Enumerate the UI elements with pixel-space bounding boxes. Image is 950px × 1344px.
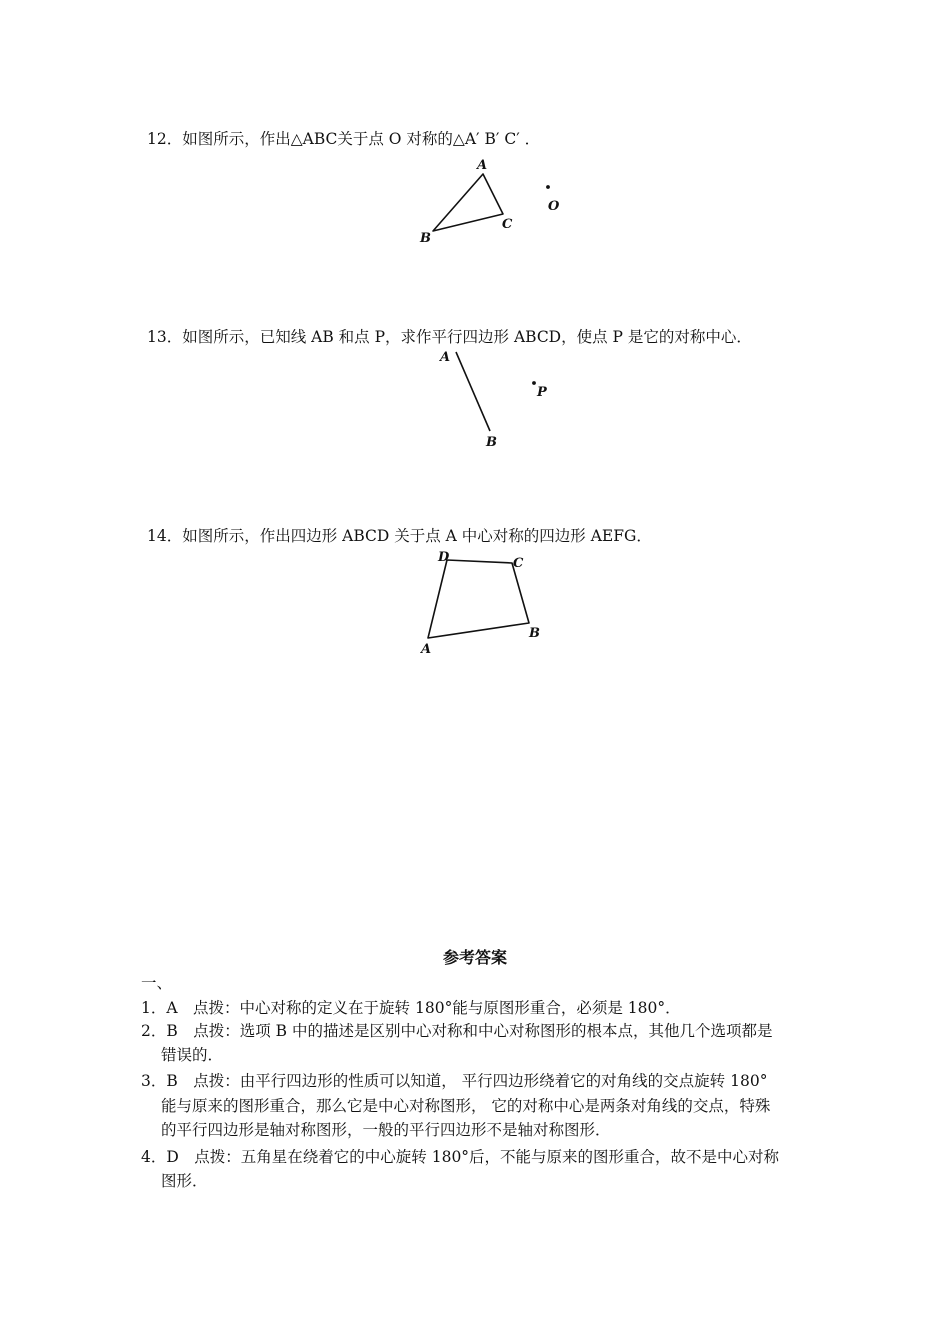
question-13-text: 13．如图所示，已知线 AB 和点 P，求作平行四边形 ABCD，使点 P 是它的对称中心．: [147, 328, 752, 346]
label-a: A: [477, 158, 488, 173]
label-p: P: [537, 385, 547, 400]
answer-1-line-1: 1．A 点拨：中心对称的定义在于旋转 180°能与原图形重合，必须是 180°．: [141, 999, 681, 1017]
segment-ab-figure: [420, 340, 570, 455]
answers-section-label: 一、: [141, 974, 173, 992]
answers-title: 参考答案: [442, 948, 507, 967]
answer-3-line-2: 能与原来的图形重合，那么它是中心对称图形， 它的对称中心是两条对角线的交点，特殊: [161, 1097, 771, 1115]
answer-2-line-1: 2．B 点拨：选项 B 中的描述是区别中心对称和中心对称图形的根本点，其他几个选项都是: [141, 1022, 773, 1040]
label-b: B: [486, 435, 497, 450]
quadrilateral-abcd-figure: [410, 540, 550, 660]
answer-2-line-2: 错误的．: [161, 1046, 224, 1064]
label-c: C: [513, 556, 524, 571]
point-o-dot: [546, 185, 550, 189]
label-a: A: [440, 350, 451, 365]
label-c: C: [502, 217, 513, 232]
label-b: B: [529, 626, 540, 641]
label-a: A: [421, 642, 432, 657]
answer-4-line-2: 图形．: [161, 1172, 208, 1190]
answer-4-line-1: 4．D 点拨：五角星在绕着它的中心旋转 180°后，不能与原来的图形重合，故不是中心对称: [141, 1148, 780, 1166]
segment-ab: [456, 352, 490, 431]
question-12-text: 12．如图所示，作出△ABC关于点 O 对称的△A′ B′ C′ ．: [147, 130, 541, 148]
label-d: D: [438, 550, 450, 565]
answer-3-line-3: 的平行四边形是轴对称图形，一般的平行四边形不是轴对称图形．: [161, 1121, 611, 1139]
answer-3-line-1: 3．B 点拨：由平行四边形的性质可以知道， 平行四边形绕着它的对角线的交点旋转 180°: [141, 1072, 768, 1090]
point-p-dot: [532, 381, 536, 385]
triangle-abc-figure: [400, 150, 580, 250]
triangle-abc: [433, 174, 503, 231]
quadrilateral-abcd: [428, 560, 529, 638]
label-b: B: [420, 231, 431, 246]
question-14-text: 14．如图所示，作出四边形 ABCD 关于点 A 中心对称的四边形 AEFG．: [147, 527, 652, 545]
label-o: O: [548, 199, 560, 214]
